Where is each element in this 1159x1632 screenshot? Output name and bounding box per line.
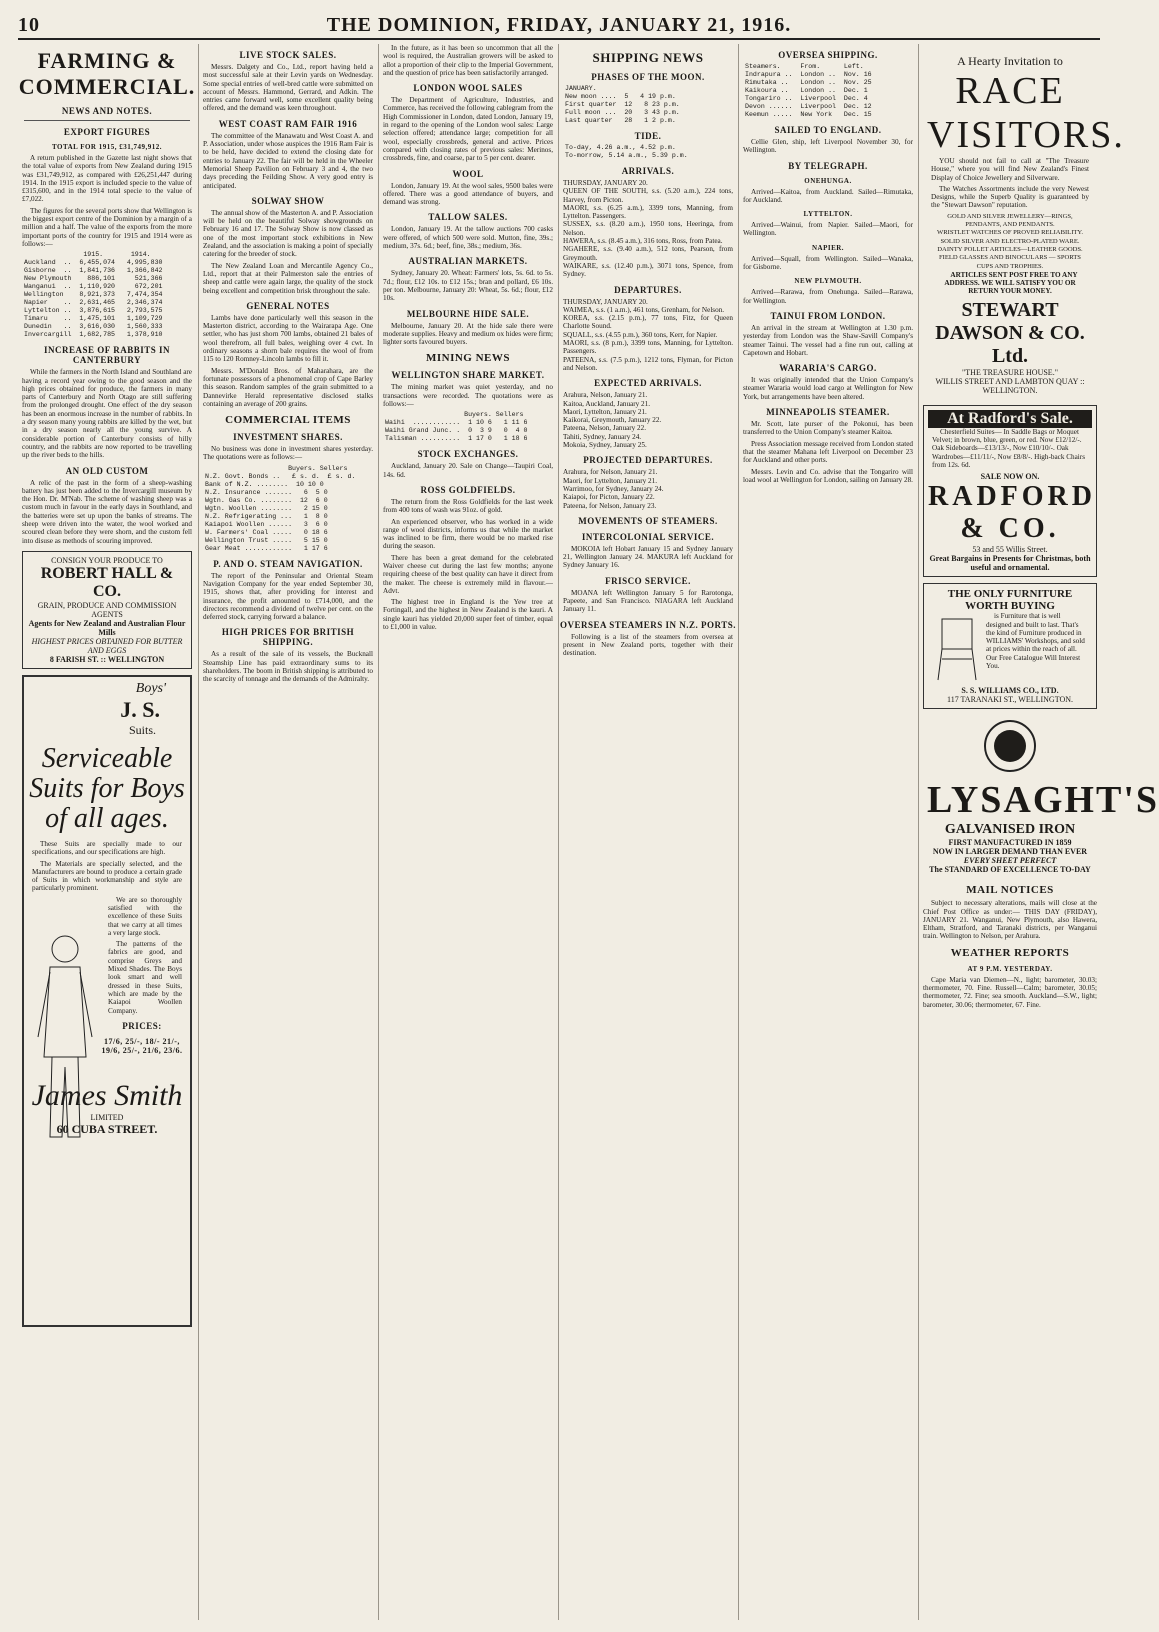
williams-furniture-advert: THE ONLY FURNITURE WORTH BUYING is Furniture that is well designed and built to last. That's the kind of Furniture produced in WILLIAMS' Workshops, and sold at prices within the reach of all. Our Free Catalogue Will Interest You. S. S. WILLIAMS CO., LTD. 117 TARANAKI ST., WELLINGTON. (923, 583, 1097, 709)
article-body: A relic of the past in the form of a sheep-washing battery has just been added to the Invercargill museum by the Hon. Dr. M'Nab. The scheme of washing sheep was a custom much in favour in the early days in Southland, and the batteries were set up upon the banks of streams. The sheep were driven into the water, the wool worked and scoured clean before they were shorn, and the custom fell into disuse as methods of scouring improved. (22, 478, 192, 545)
robert-hall-advert: CONSIGN YOUR PRODUCE TO ROBERT HALL & CO. GRAIN, PRODUCE AND COMMISSION AGENTS Agents for New Zealand and Australian Flour Mills HIGHEST PRICES OBTAINED FOR BUTTER AND EGGS 8 FARISH ST. :: WELLINGTON (22, 551, 192, 669)
article-heading: WEST COAST RAM FAIR 1916 (218, 118, 358, 129)
column-adverts: A Hearty Invitation to RACE VISITORS. YOU should not fail to call at "The Treasure House," where you will find New Zealand's Finest Display of Choice Jewellery and Silverware. The Watches Assortments include the very Newest Designs, while the Superb Quality is guaranteed by the "Stewart Dawson" reputation. GOLD AND SILVER JEWELLERY—RINGS, PENDANTS, AND PENDANTS. WRISTLET WATCHES OF PROVED RELIABILITY. SOLID SILVER AND ELECTRO-PLATED WARE. DAINTY POLLET ARTICLES—LEATHER GOODS. FIELD GLASSES AND BINOCULARS — SPORTS CUPS AND TROPHIES. ARTICLES SENT POST FREE TO ANY ADDRESS. WE WILL SATISFY YOU OR RETURN YOUR MONEY. STEWART DAWSON & CO. Ltd. "THE TREASURE HOUSE." WILLIS STREET AND LAMBTON QUAY :: WELLINGTON. At Radford's Sale. Chesterfield Suites— In Saddle Bags or Moquet Velvet; in brown, blue, green, or red. Now £12/12/-. Oak Sideboards—£13/13/-, Now £10/10/-. Oak Wardrobes—£11/11/-, Now £8/8/-. High-back Chairs from 12s. 6d. SALE NOW ON. RADFORD & CO. 53 and 55 Willis Street. Great Bargains in Presents for Christmas, both useful and ornamental. THE ONLY FURNITURE WORTH BUYING is Furniture that is well designed and built to last. That's the kind of Furniture produced in WILLIAMS' Workshops, and sold at prices within the reach of all. Our Free Catalogue Will Interest You. S. S. WILLIAMS CO., LTD. 117 TARANAKI ST., WELLINGTON. LYSAGHT'S GALVANISED IRON FIRST MANUFACTURED IN 1859 NOW IN LARGER DEMAND THAN EVER EVERY SHEET PERFECT The STANDARD OF EXCELLENCE TO-DAY MAIL NOTICES Subject to necessary alterations, mails will close at the Chief Post Office as under:— THIS DAY (FRIDAY), JANUARY 21. Wanganui, New Plymouth, also Hawera, Eltham, Stratford, and Taranaki districts, per Wanganui train. Wellington to Nelson, per Arahura. WEATHER REPORTS AT 9 P.M. YESTERDAY. Cape Maria van Diemen—N., light; barometer, 30.03; thermometer, 70. Fine. Russell—Calm; barometer, 30.05; thermometer, 72. Fine; sea smooth. Auckland—S.W., light; barometer, 30.06; thermometer, 67. Fine. (918, 44, 1101, 1620)
column-oversea: OVERSEA SHIPPING. Steamers. From. Left. Indrapura .. London .. Nov. 16 Rimutaka .. London .. Nov. 25 Kaikoura .. London .. Dec. 1 Tongariro .. Liverpool Dec. 4 Devon ...... Liverpool Dec. 12 Keemun ..... New York Dec. 15 SAILED TO ENGLAND. Cellie Glen, ship, left Liverpool November 30, for Wellington. BY TELEGRAPH. ONEHUNGA. Arrived—Kaitoa, from Auckland. Sailed—Rimutaka, for Auckland. LYTTELTON. Arrived—Wainui, from Napier. Sailed—Maori, for Wellington. NAPIER. Arrived—Squall, from Wellington. Sailed—Wanaka, for Gisborne. NEW PLYMOUTH. Arrived—Rarawa, from Onehunga. Sailed—Rarawa, for Wellington. TAINUI FROM LONDON. An arrival in the stream at Wellington at 1.30 p.m. yesterday from London was the Shaw-Savill Company's steamer Tainui. The vessel had a fine run out, calling at Capetown and Hobart. WARARIA'S CARGO. It was originally intended that the Union Company's steamer Wararia would load cargo at Wellington for New York, but arrangements have been altered. MINNEAPOLIS STEAMER. Mr. Scott, late purser of the Pokonui, has been transferred to the Union Company's steamer Kaitoa. Press Association message received from London stated that the steamer Mahana left Liverpool on December 23 for Auckland and other ports. Messrs. Levin and Co. advise that the Tongariro will load wool at Wellington for London, sailing on January 28. (738, 44, 917, 1620)
article-heading: ROSS GOLDFIELDS. (420, 484, 516, 495)
masthead (18, 12, 1100, 40)
column-livestock: LIVE STOCK SALES. Messrs. Dalgety and Co., Ltd., report having held a most successful sale at their Levin yards on Wednesday. Some special entries of well-bred cattle were submitted on account of Messrs. Hammond, Gerrard, and Adkin. The entries came forward well, some excellent quality being offered, and the demand was keen throughout. WEST COAST RAM FAIR 1916 The committee of the Manawatu and West Coast A. and P. Association, under whose auspices the 1916 Ram Fair is to be held, have decided to extend the closing date for entries to January 22. The fair will be held in the Wheeler Memorial Sheep Pavilion on February 3 and 4, the two days preceding the Feilding Show. A very good entry is anticipated. SOLWAY SHOW The annual show of the Masterton A. and P. Association will be held on the beautiful Solway showgrounds on February 16 and 17. The Solway Show is now classed as one of the most important stock exhibitions in New Zealand, and the association is making a point of specially catering for the breeder of stock. The New Zealand Loan and Mercantile Agency Co., Ltd., report that at their Palmerston sale the entries of sheep and cattle were again large, the quality of the stock being excellent and competition brisk throughout the sale. GENERAL NOTES Lambs have done particularly well this season in the Masterton district, according to the Wairarapa Age. One settler, who has just shorn 700 lambs, obtained 21 bales of wool therefrom, all full bales, weighing over 4 cwt. In ordinary seasons a shorn bale requires the wool of from 115 to 120 Romney-Lincoln lambs to fill it. Messrs. M'Donald Bros. of Maharahara, are the fortunate possessors of a phenomenal crop of Cape Barley this season. Random samples of the grain submitted to a Dannevirke Herald representative disclosed stalks containing an average of 200 grains. COMMERCIAL ITEMS INVESTMENT SHARES. No business was done in investment shares yesterday. The quotations were as follows:— Buyers. Sellers N.Z. Govt. Bonds .. £ s. d. £ s. d. Bank of N.Z. ........ 10 10 0 N.Z. Insurance ....... 6 5 0 Wgtn. Gas Co. ........ 12 6 0 Wgtn. Woollen ........ 2 15 0 N.Z. Refrigerating ... 1 8 0 Kaiapoi Woollen ...... 3 6 0 W. Farmers' Coal ..... 0 18 6 Wellington Trust ..... 5 15 0 Gear Meat ............ 1 17 6 P. AND O. STEAM NAVIGATION. The report of the Peninsular and Oriental Steam Navigation Company for the year ended September 30, 1915, shows that, after providing for interest and insurance, the profit amounted to £714,000, and the directors recommend a dividend of twelve per cent. on the deferred stock, carrying forward a balance. HIGH PRICES FOR BRITISH SHIPPING. As a result of the sale of its vessels, the Bucknall Steamship Line has paid extraordinary sums to its shareholders. The boom in British shipping is attributed to the scarcity of tonnage and the demands of the Admiralty. (198, 44, 377, 1620)
article-heading: PHASES OF THE MOON. (591, 72, 705, 82)
article-heading: LONDON WOOL SALES (413, 83, 523, 94)
boy-illustration (30, 927, 100, 1157)
article-heading: GENERAL NOTES (246, 300, 330, 311)
newspaper-page (18, 12, 1159, 1620)
export-table: 1915. 1914. Auckland .. 6,455,074 4,995,830 Gisborne .. 1,841,736 1,366,842 New Plymouth 886,101 521,366 Wanganui .. 1,110,920 672,201 Wellington 8,921,373 7,474,354 Napier .. 2,631,465 2,346,374 Lyttelton .. 3,876,615 2,793,575 Timaru .. 1,475,101 1,109,729 Dunedin .. 3,616,030 1,560,333 Invercargill 1,682,785 1,378,910 (24, 251, 163, 339)
arrivals-list: THURSDAY, JANUARY 20. QUEEN OF THE SOUTH, s.s. (5.20 a.m.), 224 tons, Harvey, from Picton. MAORI, s.s. (6.25 a.m.), 3399 tons, Manning, from Lyttelton. Passengers. SUSSEX, s.s. (8.20 a.m.), 1950 tons, Heeringa, from Nelson. HAWERA, s.s. (8.45 a.m.), 316 tons, Ross, from Patea. NGAHERE, s.s. (9.40 a.m.), 512 tons, Pearson, from Greymouth. WAIKARE, s.s. (12.40 p.m.), 3071 tons, Spence, from Sydney. (563, 179, 733, 279)
trade-mark-emblem (983, 719, 1037, 773)
chair-illustration (932, 614, 982, 684)
column-shipping: SHIPPING NEWS PHASES OF THE MOON. JANUARY. New moon .... 5 4 19 p.m. First quarter 12 8 23 p.m. Full moon ... 20 3 43 p.m. Last quarter 28 1 2 p.m. TIDE. To-day, 4.26 a.m., 4.52 p.m. To-morrow, 5.14 a.m., 5.39 p.m. ARRIVALS. THURSDAY, JANUARY 20. QUEEN OF THE SOUTH, s.s. (5.20 a.m.), 224 tons, Harvey, from Picton. MAORI, s.s. (6.25 a.m.), 3399 tons, Manning, from Lyttelton. Passengers. SUSSEX, s.s. (8.20 a.m.), 1950 tons, Heeringa, from Nelson. HAWERA, s.s. (8.45 a.m.), 316 tons, Ross, from Patea. NGAHERE, s.s. (9.40 a.m.), 512 tons, Pearson, from Greymouth. WAIKARE, s.s. (12.40 p.m.), 3071 tons, Spence, from Sydney. DEPARTURES. THURSDAY, JANUARY 20. WAIMEA, s.s. (1 a.m.), 461 tons, Grenham, for Nelson. KOREA, s.s. (2.15 p.m.), 77 tons, Fitz, for Queen Charlotte Sound. SQUALL, s.s. (4.55 p.m.), 360 tons, Kerr, for Napier. MAORI, s.s. (8 p.m.), 3399 tons, Manning, for Lyttelton. Passengers. PATEENA, s.s. (7.5 p.m.), 1212 tons, Flyman, for Picton and Nelson. EXPECTED ARRIVALS. Arahura, Nelson, January 21. Kaitoa, Auckland, January 21. Maori, Lyttelton, January 21. Kaikorai, Greymouth, January 22. Pateena, Nelson, January 22. Tahiti, Sydney, January 24. Mokoia, Sydney, January 25. PROJECTED DEPARTURES. Arahura, for Nelson, January 21. Maori, for Lyttelton, January 21. Warrimoo, for Sydney, January 24. Kaiapoi, for Picton, January 22. Pateena, for Nelson, January 23. MOVEMENTS OF STEAMERS. INTERCOLONIAL SERVICE. MOKOIA left Hobart January 15 and Sydney January 21, Wellington January 24. MAKURA left Auckland for Sydney January 16. FRISCO SERVICE. MOANA left Wellington January 5 for Rarotonga, Papeete, and San Francisco. NIAGARA left Auckland January 11. OVERSEA STEAMERS IN N.Z. PORTS. Following is a list of the steamers from oversea at present in New Zealand ports, together with their destination. (558, 44, 737, 1620)
article-heading: OVERSEA SHIPPING. (778, 50, 878, 60)
article-heading: AN OLD CUSTOM (65, 465, 149, 476)
article-subheading: WELLINGTON SHARE MARKET. (391, 370, 545, 381)
shares-table: Buyers. Sellers N.Z. Govt. Bonds .. £ s. d. £ s. d. Bank of N.Z. ........ 10 10 0 N.Z. Insurance ....... 6 5 0 Wgtn. Gas Co. ........ 12 6 0 Wgtn. Woollen ........ 2 15 0 N.Z. Refrigerating ... 1 8 0 Kaiapoi Woollen ...... 3 6 0 W. Farmers' Coal ..... 0 18 6 Wellington Trust ..... 5 15 0 Gear Meat ............ 1 17 6 (205, 464, 356, 552)
article-heading: HIGH PRICES FOR BRITISH SHIPPING. (221, 627, 355, 648)
article-heading: AUSTRALIAN MARKETS. (408, 256, 528, 267)
article-heading: PROJECTED DEPARTURES. (583, 455, 713, 466)
article-heading: DEPARTURES. (614, 284, 682, 295)
radford-advert: At Radford's Sale. Chesterfield Suites— In Saddle Bags or Moquet Velvet; in brown, blue, green, or red. Now £12/12/-. Oak Sideboards—£13/13/-, Now £10/10/-. Oak Wardrobes—£11/11/-, Now £8/8/-. High-back Chairs from 12s. 6d. SALE NOW ON. RADFORD & CO. 53 and 55 Willis Street. Great Bargains in Presents for Christmas, both useful and ornamental. (923, 405, 1097, 577)
column-markets: In the future, as it has been so uncommon that all the wool is required, the Australian growers will be asked to allot a proportion of their clip to the Imperial Government, and the question of price has been satisfactorily arranged. LONDON WOOL SALES The Department of Agriculture, Industries, and Commerce, has received the following cablegram from the High Commissioner in London, dated London, January 19, in regard to the opening of the London wool sales: Large selection offered; attendance large; competition for all wool, especially crossbreds, general and active. Prices compared with closing rates of previous sales: Merinos, crossbreds, fine, and coarse, par to 5 per cent. dearer. WOOL London, January 19. At the wool sales, 9500 bales were offered. There was a good attendance of buyers, and demand was strong. TALLOW SALES. London, January 19. At the tallow auctions 700 casks were offered, of which 500 were sold. Mutton, fine, 39s.; medium, 37s. 6d.; beef, fine, 38s.; medium, 36s. AUSTRALIAN MARKETS. Sydney, January 20. Wheat: Farmers' lots, 5s. 6d. to 5s. 7d.; flour, £12 10s. to £12 15s.; bran and pollard, £6 10s. per ton. Melbourne, January 20: Wheat, 5s. 6d.; flour, £12 10s. MELBOURNE HIDE SALE. Melbourne, January 20. At the hide sale there were moderate supplies. Heavy and medium ox hides were firm; lighter sorts favoured buyers. MINING NEWS WELLINGTON SHARE MARKET. The mining market was quiet yesterday, and no transactions were recorded. The quotations were as follows:— Buyers. Sellers Waihi ............ 1 10 6 1 11 6 Waihi Grand Junc. . 0 3 9 0 4 0 Talisman .......... 1 17 0 1 18 6 STOCK EXCHANGES. Auckland, January 20. Sale on Change—Taupiri Coal, 14s. 6d. ROSS GOLDFIELDS. The return from the Ross Goldfields for the last week from 400 tons of wash was 91oz. of gold. An experienced observer, who has worked in a wide range of wool districts, informs us that while the market was inclined to be firm, there would be no marked rise during the season. There has been a great demand for the celebrated Waiver cheese cut during the last few months; anyone requiring cheese of the best quality can have it direct from the maker. The cheese is extremely mild in flavour.—Advt. The highest tree in England is the Yew tree at Fortingall, and the highest in New Zealand is the kauri. A single kauri has yielded 20,000 super feet of timber, equal to £1,000 in value. (378, 44, 557, 1620)
article-heading: COMMERCIAL ITEMS (225, 414, 351, 427)
article-subheading: INVESTMENT SHARES. (233, 432, 343, 443)
article-heading: MOVEMENTS OF STEAMERS. (578, 515, 718, 526)
article-heading: MELBOURNE HIDE SALE. (406, 308, 530, 319)
mining-table: Buyers. Sellers Waihi ............ 1 10 6 1 11 6 Waihi Grand Junc. . 0 3 9 0 4 0 Talisman .......... 1 17 0 1 18 6 (385, 411, 528, 443)
shipping-title: SHIPPING NEWS (592, 50, 704, 65)
lysaght-advert: LYSAGHT'S GALVANISED IRON FIRST MANUFACTURED IN 1859 NOW IN LARGER DEMAND THAN EVER EVERY SHEET PERFECT The STANDARD OF EXCELLENCE TO-DAY (923, 715, 1097, 878)
article-heading: WARARIA'S CARGO. (779, 363, 877, 374)
article-heading: INCREASE OF RABBITS IN CANTERBURY (44, 345, 170, 366)
departures-list: THURSDAY, JANUARY 20. WAIMEA, s.s. (1 a.m.), 461 tons, Grenham, for Nelson. KOREA, s.s. (2.15 p.m.), 77 tons, Fitz, for Queen Charlotte Sound. SQUALL, s.s. (4.55 p.m.), 360 tons, Kerr, for Napier. MAORI, s.s. (8 p.m.), 3399 tons, Manning, for Lyttelton. Passengers. PATEENA, s.s. (7.5 p.m.), 1212 tons, Flyman, for Picton and Nelson. (563, 297, 733, 372)
projected-list: Arahura, for Nelson, January 21. Maori, for Lyttelton, January 21. Warrimoo, for Sydney, January 24. Kaiapoi, for Picton, January 22. Pateena, for Nelson, January 23. (563, 468, 664, 510)
expected-list: Arahura, Nelson, January 21. Kaitoa, Auckland, January 21. Maori, Lyttelton, January 21. Kaikorai, Greymouth, January 22. Pateena, Nelson, January 22. Tahiti, Sydney, January 24. Mokoia, Sydney, January 25. (563, 391, 662, 450)
article-heading: TAINUI FROM LONDON. (770, 310, 886, 321)
article-heading: LIVE STOCK SALES. (239, 50, 337, 60)
weather-title: WEATHER REPORTS (950, 946, 1070, 959)
article-heading: STOCK EXCHANGES. (417, 449, 519, 460)
article-subheading: TOTAL FOR 1915, £31,749,912. (51, 143, 162, 151)
column-farming (18, 44, 196, 1620)
article-heading: EXPECTED ARRIVALS. (594, 378, 702, 389)
article-heading: OVERSEA STEAMERS IN N.Z. PORTS. (560, 619, 736, 630)
section-title: FARMING & COMMERCIAL. (18, 48, 196, 99)
article-body: While the farmers in the North Island and Southland are having a record year owing to the good season and the high prices obtained for produce, the farmers in many parts of Canterbury and North Otago are still suffering from the prolonged drought. One effect of the dry season has been an enormous increase in the number of rabbits. In a dry season many young rabbits are killed by the wet, but in a dry season nearly all the young survive. A considerable portion of Canterbury consists of hilly country, and the rabbits are now reported to be travelling up the river beds to the hills. (22, 368, 192, 460)
article-heading: SAILED TO ENGLAND. (774, 125, 882, 135)
article-heading: EXPORT FIGURES (63, 127, 151, 137)
article-heading: SOLWAY SHOW (251, 195, 325, 206)
article-heading: P. AND O. STEAM NAVIGATION. (213, 558, 363, 569)
mail-notices-title: MAIL NOTICES (966, 884, 1054, 897)
james-smith-advert: Boys' J. S. Suits. Serviceable Suits for Boys of all ages. These Suits are specially made to our specifications, and our specifications are high. The Materials are specially selected, and the Manufacturers are bound to produce a certain grade of Suits in which workmanship and style are particularly prominent. We are so thoroughly satisfied with the excellence of these Suits that we carry at all times a very large stock. The patterns of the fabrics are good, and comprise Greys and Mixed Shades. The Boys look smart and well dressed in these Suits, which are made by the Kaiapoi Woollen Company. PRICES: 17/6, 25/-, 18/- 21/-, 19/6, 25/-, 21/6, 23/6. James Smith LIMITED 60 CUBA STREET. (22, 675, 192, 1327)
masthead-title: THE DOMINION, FRIDAY, JANUARY 21, 1916. (326, 13, 792, 36)
suit-headline: Serviceable Suits for Boys of all ages. (29, 742, 185, 834)
subhead: NEWS AND NOTES. (61, 106, 153, 116)
article-heading: ARRIVALS. (621, 166, 675, 176)
article-heading: TIDE. (634, 131, 662, 141)
moon-table: JANUARY. New moon .... 5 4 19 p.m. First quarter 12 8 23 p.m. Full moon ... 20 3 43 p.m. Last quarter 28 1 2 p.m. (565, 85, 680, 124)
article-heading: BY TELEGRAPH. (788, 160, 868, 171)
article-heading: MINING NEWS (425, 352, 511, 365)
page-number: 10 (18, 13, 40, 36)
article-body: A return published in the Gazette last night shows that the total value of exports from New Zealand during 1915 was £31,749,912, as compared with £26,251,447 during 1914. In the 1915 export is included specie to the value of £315,600, and in the 1914 total specie to the value of £7,022. The figures for the several ports show that Wellington is the biggest export centre of the Dominion by a margin of a million and a half. The value of the exports from the more important ports of the country for 1915 and 1914 were as follows:— (22, 154, 192, 248)
article-subheading: INTERCOLONIAL SERVICE. (581, 531, 715, 542)
article-heading: FRISCO SERVICE. (605, 575, 691, 586)
stewart-dawson-advert: A Hearty Invitation to RACE VISITORS. YOU should not fail to call at "The Treasure House," where you will find New Zealand's Finest Display of Choice Jewellery and Silverware. The Watches Assortments include the very Newest Designs, while the Superb Quality is guaranteed by the "Stewart Dawson" reputation. GOLD AND SILVER JEWELLERY—RINGS, PENDANTS, AND PENDANTS. WRISTLET WATCHES OF PROVED RELIABILITY. SOLID SILVER AND ELECTRO-PLATED WARE. DAINTY POLLET ARTICLES—LEATHER GOODS. FIELD GLASSES AND BINOCULARS — SPORTS CUPS AND TROPHIES. ARTICLES SENT POST FREE TO ANY ADDRESS. WE WILL SATISFY YOU OR RETURN YOUR MONEY. STEWART DAWSON & CO. Ltd. "THE TREASURE HOUSE." WILLIS STREET AND LAMBTON QUAY :: WELLINGTON. (927, 54, 1125, 395)
tide-table: To-day, 4.26 a.m., 4.52 p.m. To-morrow, 5.14 a.m., 5.39 p.m. (565, 144, 688, 159)
article-heading: MINNEAPOLIS STEAMER. (766, 407, 890, 418)
article-heading: TALLOW SALES. (428, 212, 508, 223)
oversea-table: Steamers. From. Left. Indrapura .. London .. Nov. 16 Rimutaka .. London .. Nov. 25 Kaikoura .. London .. Dec. 1 Tongariro .. Liverpool Dec. 4 Devon ...... Liverpool Dec. 12 Keemun ..... New York Dec. 15 (745, 63, 872, 118)
article-heading: WOOL (452, 168, 484, 179)
